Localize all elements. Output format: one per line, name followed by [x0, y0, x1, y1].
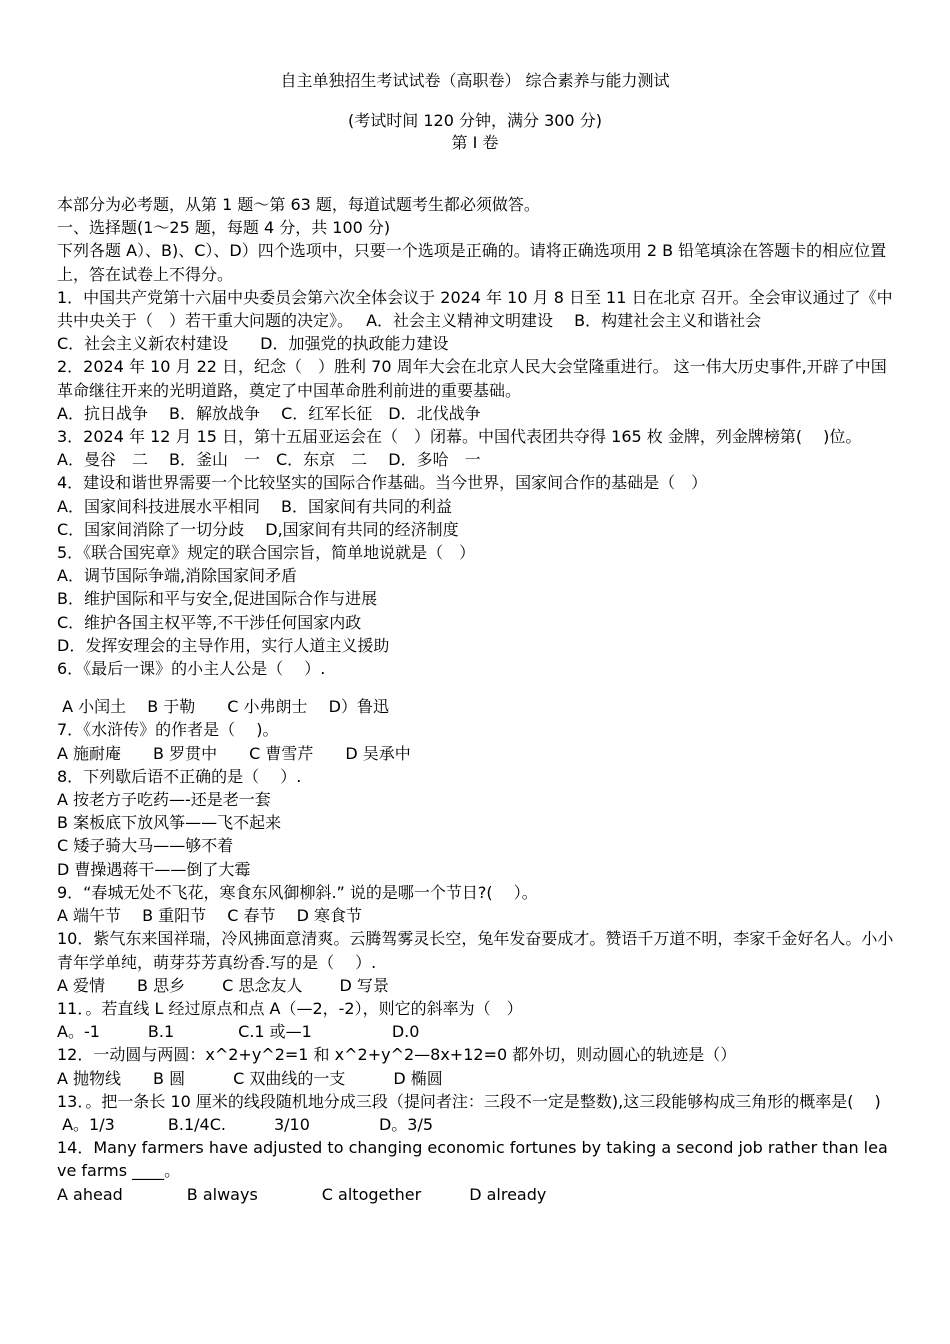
question-4-options: A．国家间科技进展水平相同 B．国家间有共同的利益	[57, 496, 453, 516]
section-heading: 一、选择题(1～25 题，每题 4 分，共 100 分)	[57, 218, 391, 238]
exam-subtitle: (考试时间 120 分钟，满分 300 分)	[348, 111, 602, 130]
question-8-option: D 曹操遇蒋干——倒了大霉	[57, 859, 251, 879]
instruction-line: 下列各题 A）、B)、C）、D）四个选项中，只要一个选项是正确的。请将正确选项用 2 B 铅笔填涂在答题卡的相应位置上，答在试卷上不得分。	[57, 241, 887, 284]
question-2: 2．2024 年 10 月 22 日，纪念（ ）胜利 70 周年大会在北京人民大会堂隆重进行。 这一伟大历史事件,开辟了中国革命继往开来的光明道路，奠定了中国革命胜利前进的重要基础。	[57, 357, 887, 400]
question-9-options: A 端午节 B 重阳节 C 春节 D 寒食节	[57, 906, 363, 926]
question-9: 9．“春城无处不飞花，寒食东风御柳斜.” 说的是哪一个节日?( ）。	[57, 882, 538, 902]
question-11: 11．。若直线 L 经过原点和点 A（—2，-2），则它的斜率为（ ）	[57, 998, 523, 1018]
question-3: 3．2024 年 12 月 15 日，第十五届亚运会在（ ）闭幕。中国代表团共夺得 165 枚 金牌，列金牌榜第( )位。	[57, 427, 862, 447]
question-12-options: A 抛物线 B 圆 C 双曲线的一支 D 椭圆	[57, 1068, 443, 1088]
question-14-options: A ahead B always C altogether D already	[57, 1184, 547, 1204]
question-7: 7．《水浒传》的作者是（ )。	[57, 720, 279, 740]
question-1: 1．中国共产党第十六届中央委员会第六次全体会议于 2024 年 10 月 8 日至 11 日在北京 召开。全会审议通过了《中共中央关于（ ）若干重大问题的决定》。 A．社会主义精神文明建设 B．构建社会主义和谐社会	[57, 287, 893, 331]
question-5-option: C．维护各国主权平等,不干涉任何国家内政	[57, 612, 362, 632]
question-10-options: A 爱情 B 思乡 C 思念友人 D 写景	[57, 975, 389, 995]
question-12: 12．一动圆与两圆：x^2+y^2=1 和 x^2+y^2—8x+12=0 都外切，则动圆心的轨迹是（）	[57, 1045, 737, 1065]
question-11-options: A。-1 B.1 C.1 或—1 D.0	[57, 1022, 420, 1042]
question-8-option: C 矮子骑大马——够不着	[57, 836, 234, 856]
question-2-options: A．抗日战争 B．解放战争 C．红军长征 D．北伐战争	[57, 403, 481, 423]
question-5-option: B．维护国际和平与安全,促进国际合作与进展	[57, 589, 378, 609]
part-label: 第 I 卷	[451, 133, 499, 152]
exam-title: 自主单独招生考试试卷（高职卷） 综合素养与能力测试	[280, 71, 670, 90]
instruction-line: 本部分为必考题，从第 1 题～第 63 题，每道试题考生都必须做答。	[57, 195, 540, 214]
question-5-option: A．调节国际争端,消除国家间矛盾	[57, 566, 298, 586]
question-6: 6．《最后一课》的小主人公是（ ）.	[57, 659, 326, 679]
question-5: 5．《联合国宪章》规定的联合国宗旨，简单地说就是（ ）	[57, 543, 476, 563]
question-5-option: D．发挥安理会的主导作用，实行人道主义援助	[57, 635, 390, 655]
question-1-options: C．社会主义新农村建设 D．加强党的执政能力建设	[57, 334, 449, 354]
question-6-options: A 小闰土 B 于勒 C 小弗朗士 D）鲁迅	[57, 697, 389, 717]
question-7-options: A 施耐庵 B 罗贯中 C 曹雪芹 D 吴承中	[57, 743, 411, 763]
question-13: 13．。把一条长 10 厘米的线段随机地分成三段（提问者注：三段不一定是整数),这三段能够构成三角形的概率是( )	[57, 1091, 881, 1111]
question-body	[57, 193, 897, 1206]
question-14: 14．Many farmers have adjusted to changing economic fortunes by taking a second job rather than leave farms ____。	[57, 1138, 888, 1181]
question-13-options: A。1/3 B.1/4C. 3/10 D。3/5	[57, 1114, 434, 1134]
question-4-options: C．国家间消除了一切分歧 D,国家间有共同的经济制度	[57, 519, 459, 539]
question-10: 10．紫气东来国祥瑞，冷风拂面意清爽。云腾驾雾灵长空，兔年发奋要成才。赞语千万道不明，李家千金好名人。小小青年学单纯，萌芽芬芳真纷香.写的是（ ）.	[57, 929, 894, 972]
question-8-option: B 案板底下放风筝——飞不起来	[57, 813, 282, 833]
question-4: 4．建设和谐世界需要一个比较坚实的国际合作基础。当今世界，国家间合作的基础是（ ）	[57, 473, 708, 493]
question-8: 8．下列歇后语不正确的是（ ）.	[57, 766, 302, 786]
question-8-option: A 按老方子吃药—-还是老一套	[57, 790, 271, 810]
question-3-options: A．曼谷 二 B．釜山 一 C．东京 二 D．多哈 一	[57, 450, 481, 470]
